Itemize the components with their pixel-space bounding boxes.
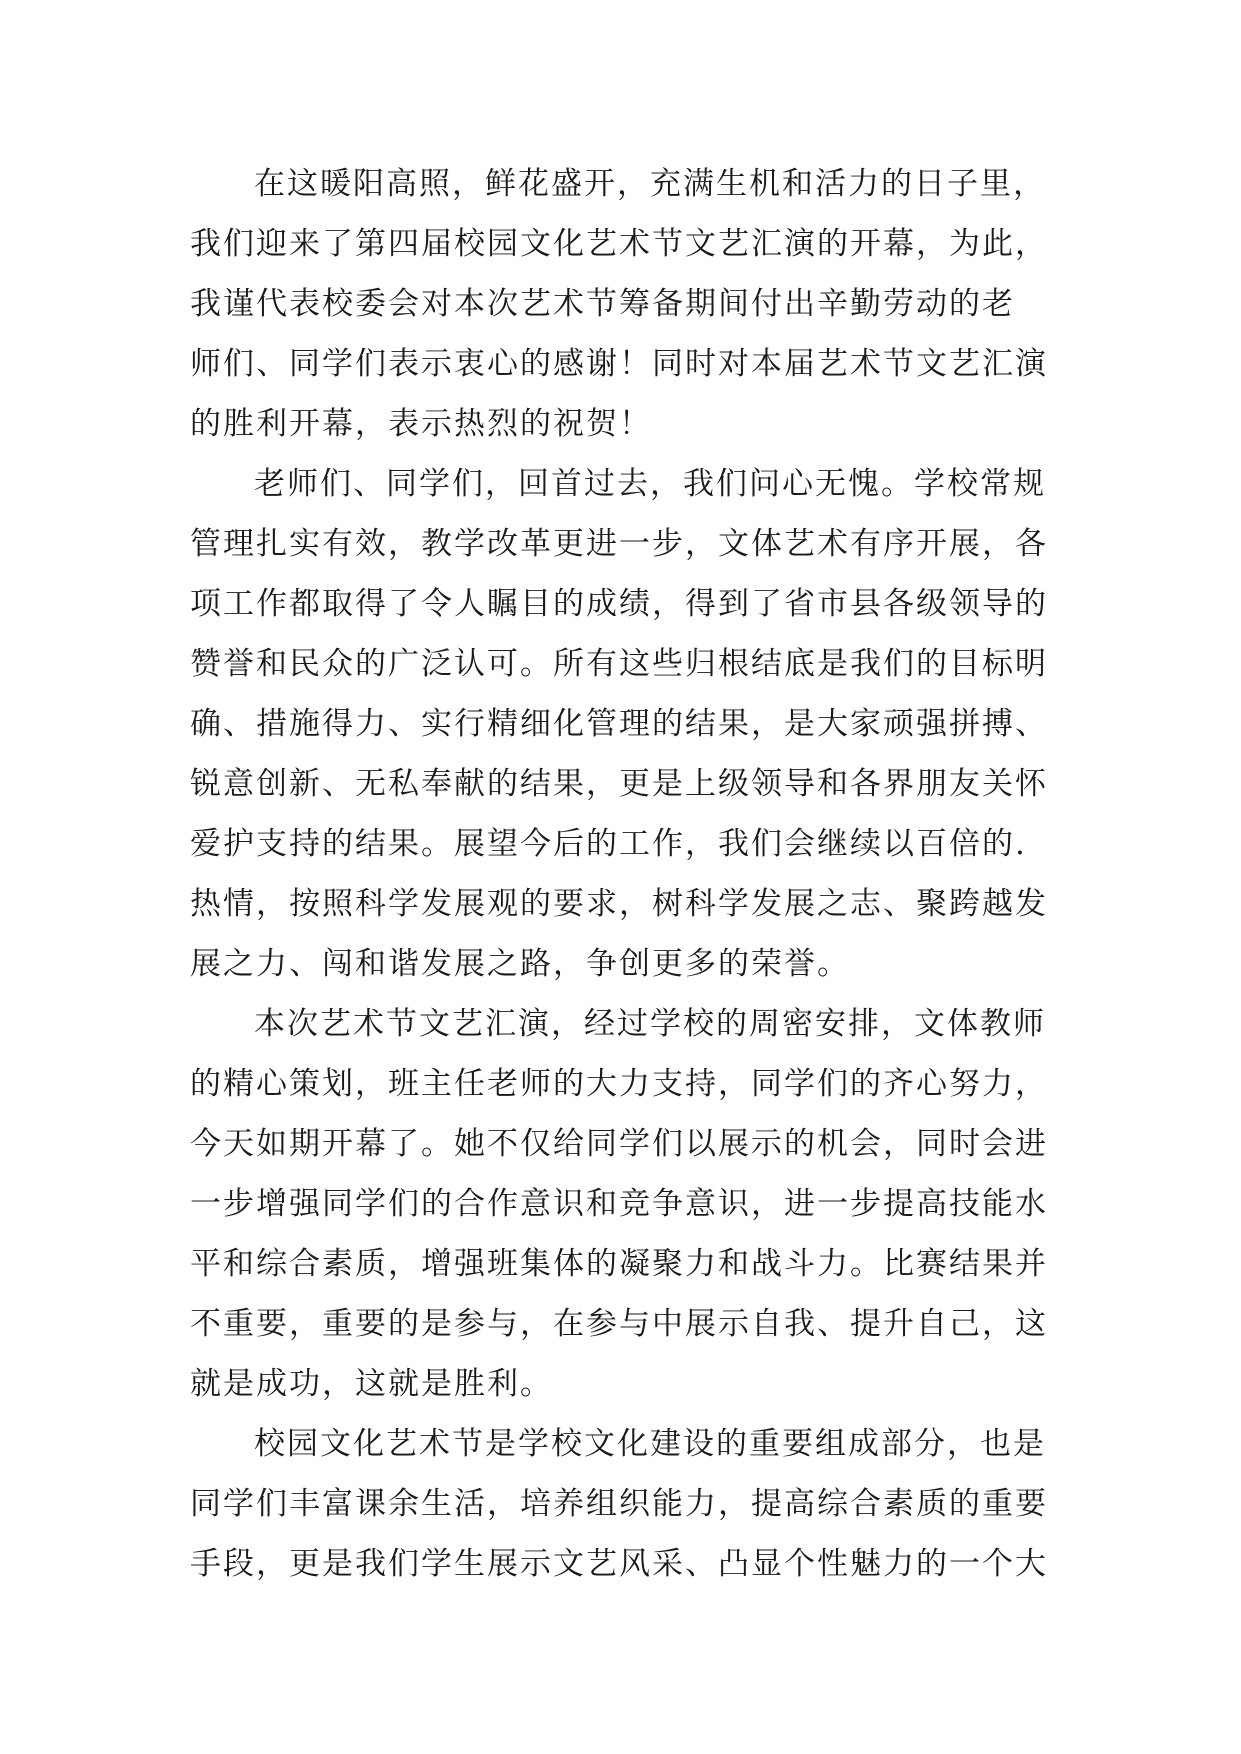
paragraph-3 bbox=[190, 994, 1070, 1414]
paragraph-line: 的胜利开幕，表示热烈的祝贺！ bbox=[190, 406, 652, 442]
paragraph-line: 在这暖阳高照，鲜花盛开，充满生机和活力的日子里， bbox=[254, 166, 1046, 202]
paragraph-line: 项工作都取得了令人瞩目的成绩，得到了省市县各级领导的 bbox=[190, 586, 1048, 622]
paragraph-line: 今天如期开幕了。她不仅给同学们以展示的机会，同时会进 bbox=[190, 1126, 1048, 1162]
paragraph-line: 爱护支持的结果。展望今后的工作，我们会继续以百倍的. bbox=[190, 826, 1027, 862]
paragraph-line: 我谨代表校委会对本次艺术节筹备期间付出辛勤劳动的老 bbox=[190, 286, 1015, 322]
paragraph-line: 同学们丰富课余生活，培养组织能力，提高综合素质的重要 bbox=[190, 1486, 1048, 1522]
paragraph-line: 校园文化艺术节是学校文化建设的重要组成部分，也是 bbox=[254, 1426, 1046, 1462]
paragraph-line: 就是成功，这就是胜利。 bbox=[190, 1366, 553, 1402]
paragraph-line: 平和综合素质，增强班集体的凝聚力和战斗力。比赛结果并 bbox=[190, 1246, 1048, 1282]
paragraph-line: 我们迎来了第四届校园文化艺术节文艺汇演的开幕，为此， bbox=[190, 226, 1048, 262]
paragraph-line: 展之力、闯和谐发展之路，争创更多的荣誉。 bbox=[190, 946, 850, 982]
paragraph-line: 管理扎实有效，教学改革更进一步，文体艺术有序开展，各 bbox=[190, 526, 1048, 562]
paragraph-line: 热情，按照科学发展观的要求，树科学发展之志、聚跨越发 bbox=[190, 886, 1048, 922]
paragraph-line: 一步增强同学们的合作意识和竞争意识，进一步提高技能水 bbox=[190, 1186, 1048, 1222]
paragraph-1 bbox=[190, 154, 1070, 454]
paragraph-line: 师们、同学们表示衷心的感谢！同时对本届艺术节文艺汇演 bbox=[190, 346, 1048, 382]
paragraph-2 bbox=[190, 454, 1070, 994]
paragraph-line: 本次艺术节文艺汇演，经过学校的周密安排，文体教师 bbox=[254, 1006, 1046, 1042]
paragraph-line: 确、措施得力、实行精细化管理的结果，是大家顽强拼搏、 bbox=[190, 706, 1048, 742]
paragraph-line: 手段，更是我们学生展示文艺风采、凸显个性魅力的一个大 bbox=[190, 1546, 1048, 1582]
document-body bbox=[190, 154, 1070, 1594]
paragraph-4 bbox=[190, 1414, 1070, 1594]
paragraph-line: 锐意创新、无私奉献的结果，更是上级领导和各界朋友关怀 bbox=[190, 766, 1048, 802]
paragraph-line: 的精心策划，班主任老师的大力支持，同学们的齐心努力， bbox=[190, 1066, 1048, 1102]
paragraph-line: 老师们、同学们，回首过去，我们问心无愧。学校常规 bbox=[254, 466, 1046, 502]
paragraph-line: 赞誉和民众的广泛认可。所有这些归根结底是我们的目标明 bbox=[190, 646, 1048, 682]
paragraph-line: 不重要，重要的是参与，在参与中展示自我、提升自己，这 bbox=[190, 1306, 1048, 1342]
